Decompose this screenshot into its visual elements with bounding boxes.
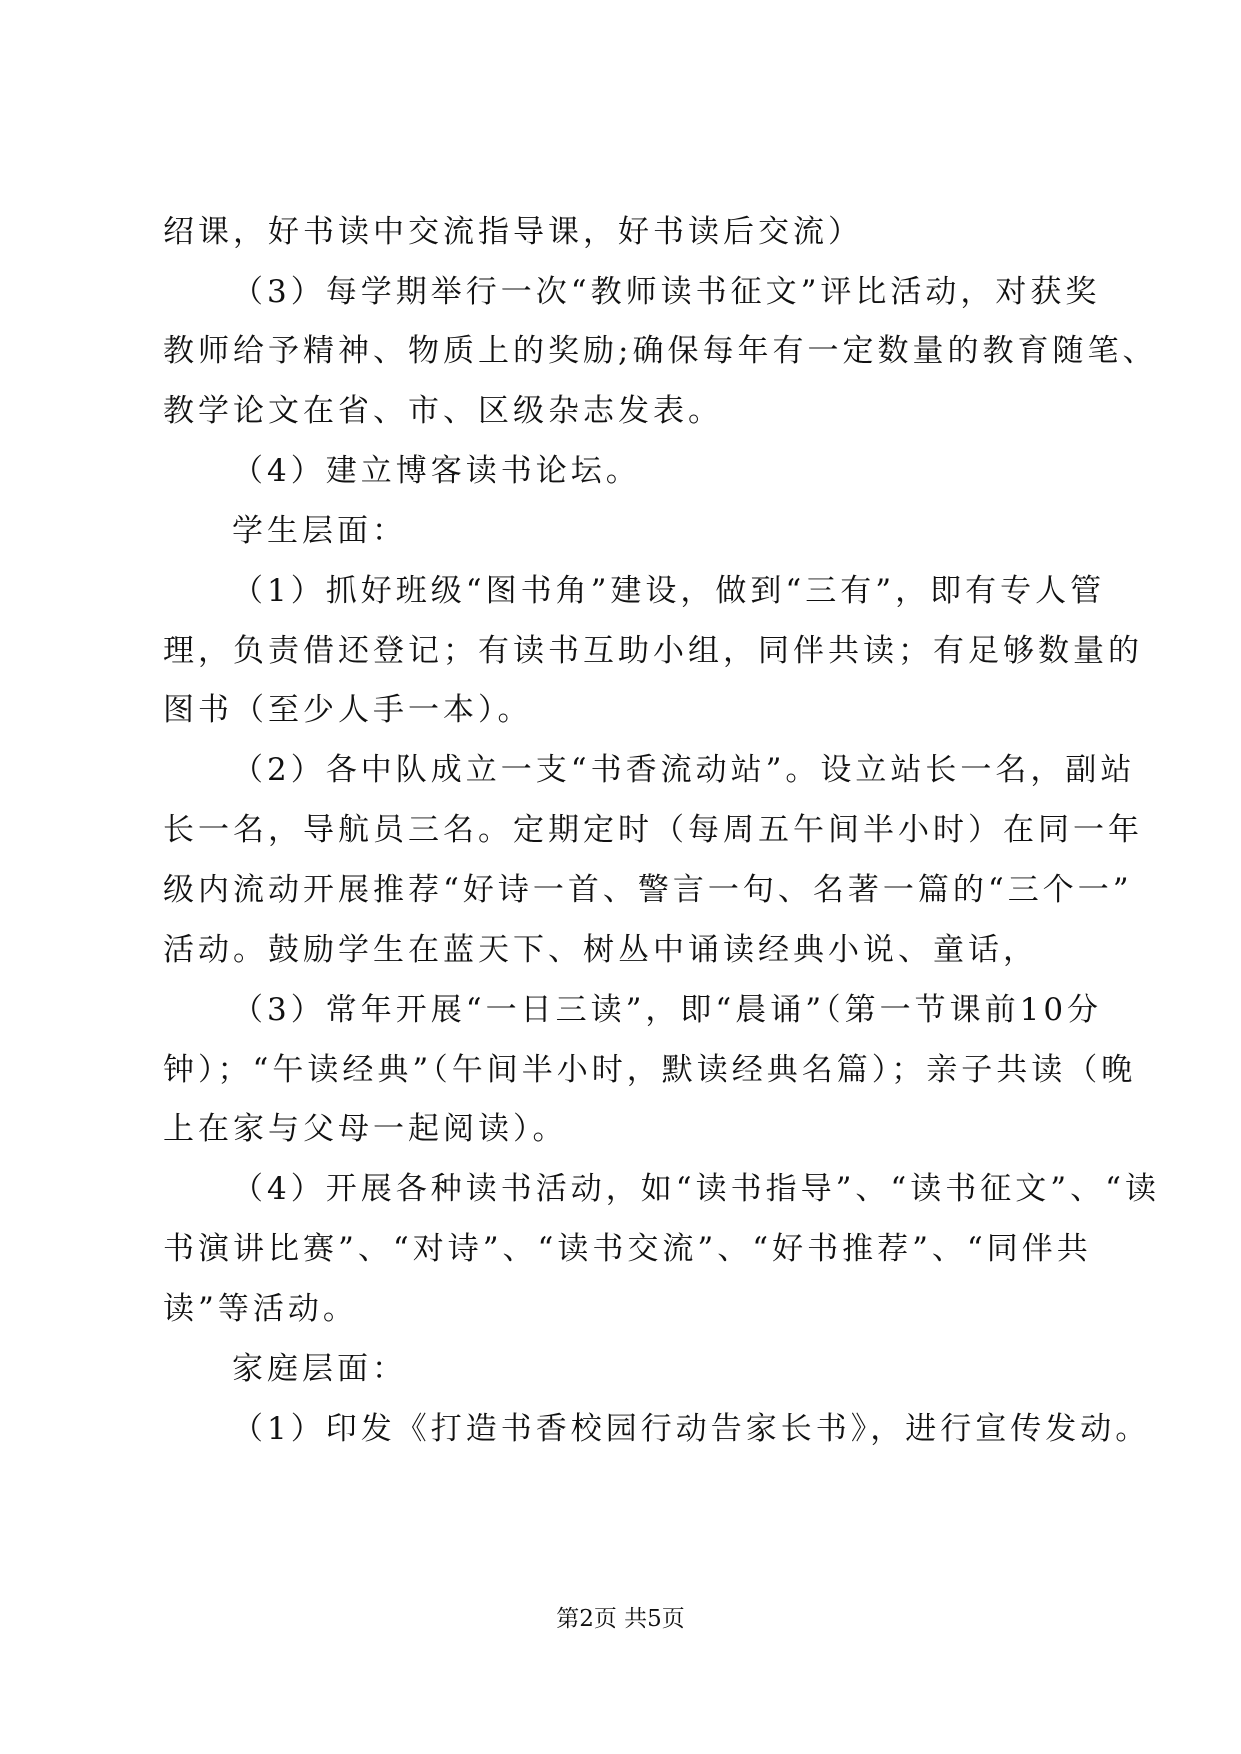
text-line-7: （1）抓好班级“图书角”建设，做到“三有”，即有专人管 <box>232 573 1106 609</box>
text-line-15: 钟）；“午读经典”（午间半小时，默读经典名篇）；亲子共读（晚 <box>163 1052 1137 1088</box>
text-line-11: 长一名，导航员三名。定期定时（每周五午间半小时）在同一年 <box>163 812 1143 848</box>
text-line-4: 教学论文在省、市、区级杂志发表。 <box>163 393 723 429</box>
text-line-18: 书演讲比赛”、“对诗”、“读书交流”、“好书推荐”、“同伴共 <box>163 1231 1092 1267</box>
text-line-10: （2）各中队成立一支“书香流动站”。设立站长一名，副站 <box>232 752 1136 788</box>
text-line-5: （4）建立博客读书论坛。 <box>232 453 641 489</box>
text-line-9: 图书（至少人手一本）。 <box>163 692 533 728</box>
text-line-1: 绍课，好书读中交流指导课，好书读后交流） <box>163 214 863 250</box>
text-line-8: 理，负责借还登记；有读书互助小组，同伴共读；有足够数量的 <box>163 633 1143 669</box>
text-line-12: 级内流动开展推荐“好诗一首、警言一句、名著一篇的“三个一” <box>163 872 1133 908</box>
section-heading-student: 学生层面： <box>232 513 407 549</box>
text-line-16: 上在家与父母一起阅读）。 <box>163 1111 568 1147</box>
page-number-footer: 第2页 共5页 <box>556 1606 685 1632</box>
text-line-3: 教师给予精神、物质上的奖励;确保每年有一定数量的教育随笔、 <box>163 333 1158 369</box>
text-line-2: （3）每学期举行一次“教师读书征文”评比活动，对获奖 <box>232 274 1101 310</box>
text-line-13: 活动。鼓励学生在蓝天下、树丛中诵读经典小说、童话， <box>163 932 1038 968</box>
text-line-19: 读”等活动。 <box>163 1291 358 1327</box>
text-line-17: （4）开展各种读书活动，如“读书指导”、“读书征文”、“读 <box>232 1171 1160 1207</box>
section-heading-family: 家庭层面： <box>232 1351 407 1387</box>
text-line-21: （1）印发《打造书香校园行动告家长书》，进行宣传发动。 <box>232 1411 1151 1447</box>
text-line-14: （3）常年开展“一日三读”，即“晨诵”（第一节课前10分 <box>232 992 1103 1028</box>
